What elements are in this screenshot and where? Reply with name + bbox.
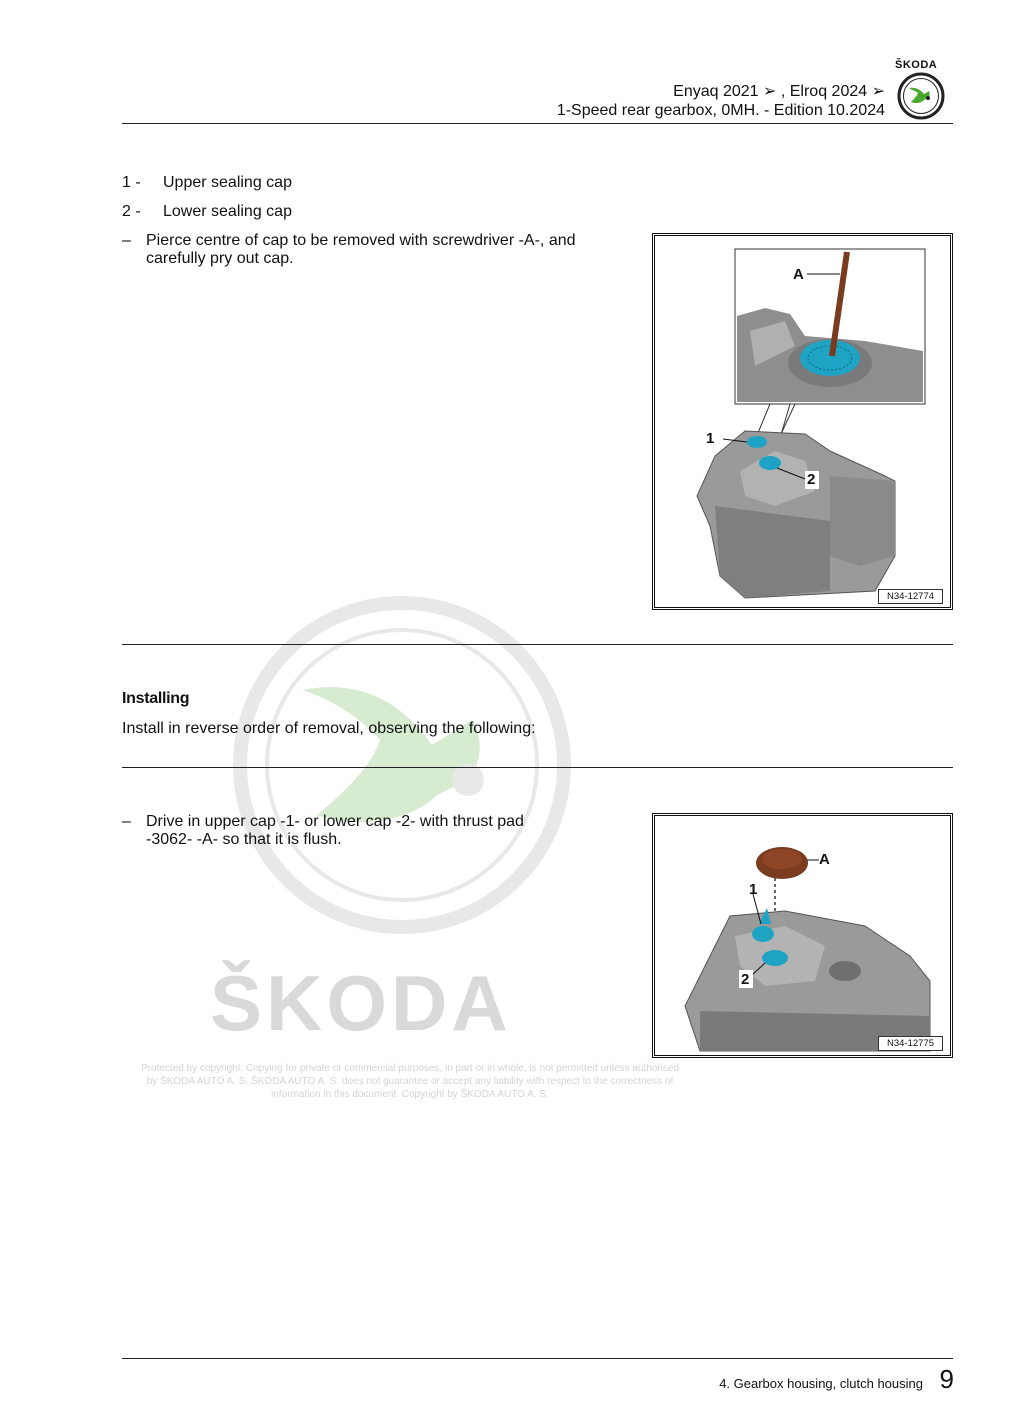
header-model-line: Enyaq 2021 ➢ , Elroq 2024 ➢	[673, 83, 885, 100]
step-pierce-cap	[122, 232, 622, 268]
footer-section-title: 4. Gearbox housing, clutch housing	[719, 1376, 923, 1391]
figure-label-2: 2	[807, 471, 816, 488]
copyright-notice: Protected by copyright. Copying for private or commercial purposes, in part or in whole, is not permitted unless authorised by ŠKODA AUTO A. S. ŠKODA AUTO A. S. does not guarantee or accept any liability with respect to the correctness of information in this document. Copyright by ŠKODA AUTO A. S.	[140, 1063, 680, 1100]
brand-wordmark: ŠKODA	[895, 59, 938, 71]
figure-label-1: 1	[706, 430, 715, 447]
figure-label-2: 2	[741, 971, 750, 988]
header-rule	[122, 123, 953, 124]
item-number: 2 -	[122, 203, 141, 220]
step-dash: –	[122, 813, 131, 830]
item-label: Lower sealing cap	[163, 203, 292, 220]
section-rule	[122, 767, 953, 768]
figure-code: N34-12774	[878, 589, 943, 604]
step-drive-cap	[122, 813, 572, 849]
item-number: 1 -	[122, 174, 141, 191]
watermark-wordmark: ŠKODA	[210, 959, 512, 1047]
section-rule	[122, 644, 953, 645]
gearbox-illustration-1	[655, 236, 950, 607]
gearbox-illustration-2	[655, 816, 950, 1055]
skoda-logo-icon	[897, 72, 945, 120]
figure-label-a: A	[793, 266, 804, 283]
figure-label-a: A	[819, 851, 830, 868]
figure-code: N34-12775	[878, 1036, 943, 1051]
list-item	[122, 203, 292, 221]
installing-intro: Install in reverse order of removal, observing the following:	[122, 720, 536, 737]
figure-label-1: 1	[749, 881, 758, 898]
footer-rule	[122, 1358, 953, 1359]
page-number: 9	[939, 1364, 954, 1394]
figure-install-cap	[652, 813, 953, 1058]
item-label: Upper sealing cap	[163, 174, 292, 191]
list-item	[122, 174, 292, 192]
header-edition-line: 1-Speed rear gearbox, 0MH. - Edition 10.2024	[556, 102, 885, 119]
step-text: Drive in upper cap -1- or lower cap -2- with thrust pad -3062- -A- so that it is flush.	[146, 813, 524, 848]
figure-remove-cap	[652, 233, 953, 610]
skoda-watermark-icon	[232, 595, 572, 935]
section-heading: Installing	[122, 690, 190, 707]
step-text: Pierce centre of cap to be removed with screwdriver -A-, and carefully pry out cap.	[146, 232, 576, 267]
step-dash: –	[122, 232, 131, 249]
